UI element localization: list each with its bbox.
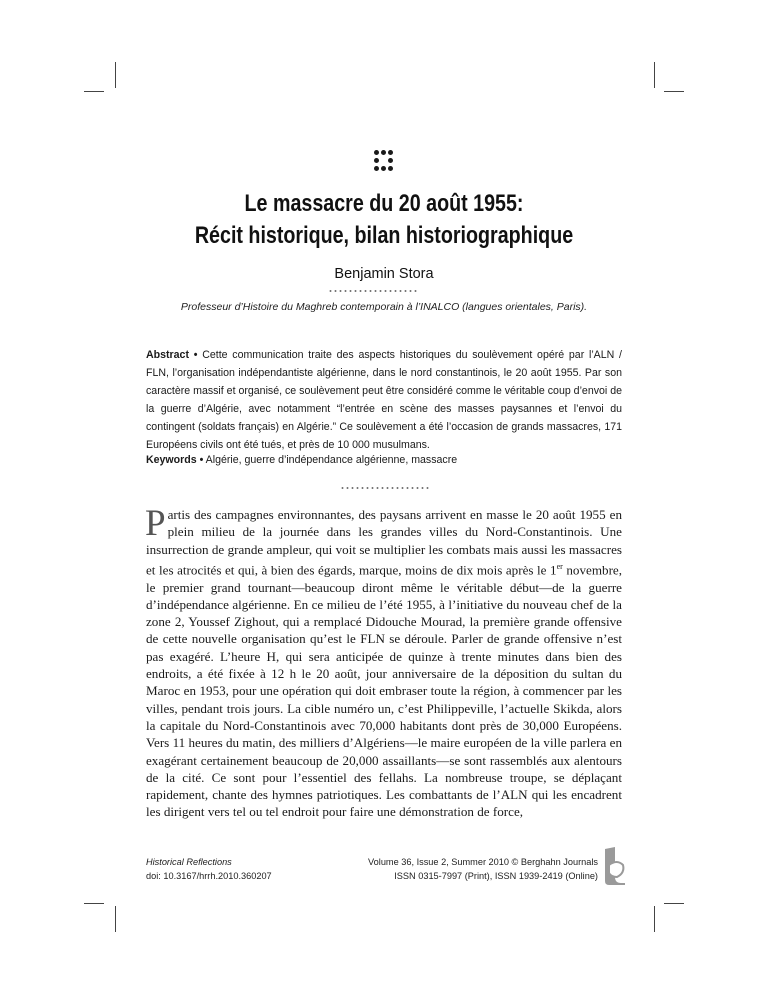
crop-mark bbox=[115, 906, 116, 932]
title-line-2: Récit historique, bilan historiographique bbox=[194, 222, 574, 249]
body-paragraph bbox=[145, 503, 623, 821]
abstract-text: Cette communication traite des aspects historiques du soulèvement opéré par l’ALN / FLN, l’organisation indépendantiste algérienne, dans le nord constantinois, le 20 août 1955. Par son caractère massif et organisé, ce soulèvement peut être considéré comme le véritable coup d’envoi de la guerre d’Algérie, avec notamment “l’entrée en scène des masses paysannes et l’envoi du contingent (soldats français) en Algérie.” Ce soulèvement a été l’occasion de grands massacres, 171 Européens civils ont été tués, et près de 10 000 musulmans. bbox=[146, 349, 622, 451]
berghahn-logo-icon bbox=[603, 847, 627, 885]
crop-mark bbox=[654, 906, 655, 932]
crop-mark bbox=[664, 903, 684, 904]
abstract-label: Abstract • bbox=[146, 349, 198, 361]
crop-mark bbox=[115, 62, 116, 88]
article-title bbox=[118, 188, 649, 252]
keywords-label: Keywords • bbox=[146, 454, 204, 466]
footer-citation bbox=[146, 855, 272, 883]
crop-mark bbox=[84, 903, 104, 904]
crop-mark bbox=[664, 91, 684, 92]
keywords-text: Algérie, guerre d’indépendance algérienne, massacre bbox=[205, 454, 458, 466]
ordinal-superscript: er bbox=[556, 561, 563, 571]
body-text-part-1: artis des campagnes environnantes, des paysans arrivent en masse le 20 août 1955 en plein milieu de la journée dans les grandes villes du Nord-Constantinois. Une insurrection de grande ampleur, qui voit se multiplier les combats mais aussi les massacres et les atrocités et qui, à bien des égards, marque, moins de dix mois après le 1 bbox=[146, 507, 622, 578]
dot-grid-ornament-icon bbox=[374, 150, 394, 172]
author-affiliation: Professeur d’Histoire du Maghreb contemporain à l’INALCO (langues orientales, Paris). bbox=[180, 301, 588, 313]
issn-info: ISSN 0315-7997 (Print), ISSN 1939-2419 (Online) bbox=[394, 871, 598, 881]
volume-info: Volume 36, Issue 2, Summer 2010 © Berghahn Journals bbox=[368, 857, 598, 867]
title-line-1: Le massacre du 20 août 1955: bbox=[244, 190, 524, 217]
crop-mark bbox=[84, 91, 104, 92]
keywords bbox=[146, 451, 622, 469]
doi-link[interactable]: doi: 10.3167/hrrh.2010.360207 bbox=[146, 871, 272, 881]
drop-cap: P bbox=[145, 503, 166, 544]
author-name: Benjamin Stora bbox=[334, 266, 434, 282]
section-divider bbox=[340, 487, 430, 489]
journal-name: Historical Reflections bbox=[146, 857, 232, 867]
body-text-part-2: novembre, le premier grand tournant—beaucoup diront même le véritable début—de la guerre d’indépendance algérienne. En ce milieu de l’été 1955, à l’initiative du nouveau chef de la zone 2, Youssef Zighout, qui a remplacé Didouche Mourad, la première grande offensive de cette nouvelle organisation qu’est le FLN se déroule. Parler de grande offensive n’est pas exagéré. L’heure H, qui sera anticipée de quinze à trente minutes dans bien des endroits, a été fixée à 12 h le 20 août, jour anniversaire de la déposition du sultan du Maroc en 1953, pour une opération qui doit embraser toute la région, à commencer par les villes, pendant trois jours. La cible numéro un, c’est Philippeville, l’actuelle Skikda, alors la capitale du Nord-Constantinois avec 70,000 habitants dont près de 30,000 Européens. Vers 11 heures du matin, des milliers d’Algériens—le maire européen de la ville parlera en exagérant certainement beaucoup de 20,000 assaillants—se sont rassemblés aux alentours de la cité. Ce sont pour l’essentiel des fellahs. La nombreuse troupe, se déplaçant rapidement, chante des hymnes patriotiques. Les combattants de l’ALN qui les encadrent les dirigent vers tel ou tel endroit pour faire une démonstration de force, bbox=[146, 562, 623, 820]
abstract bbox=[146, 346, 622, 454]
crop-mark bbox=[654, 62, 655, 88]
author-divider bbox=[328, 290, 418, 292]
footer-issue-info bbox=[368, 855, 598, 883]
